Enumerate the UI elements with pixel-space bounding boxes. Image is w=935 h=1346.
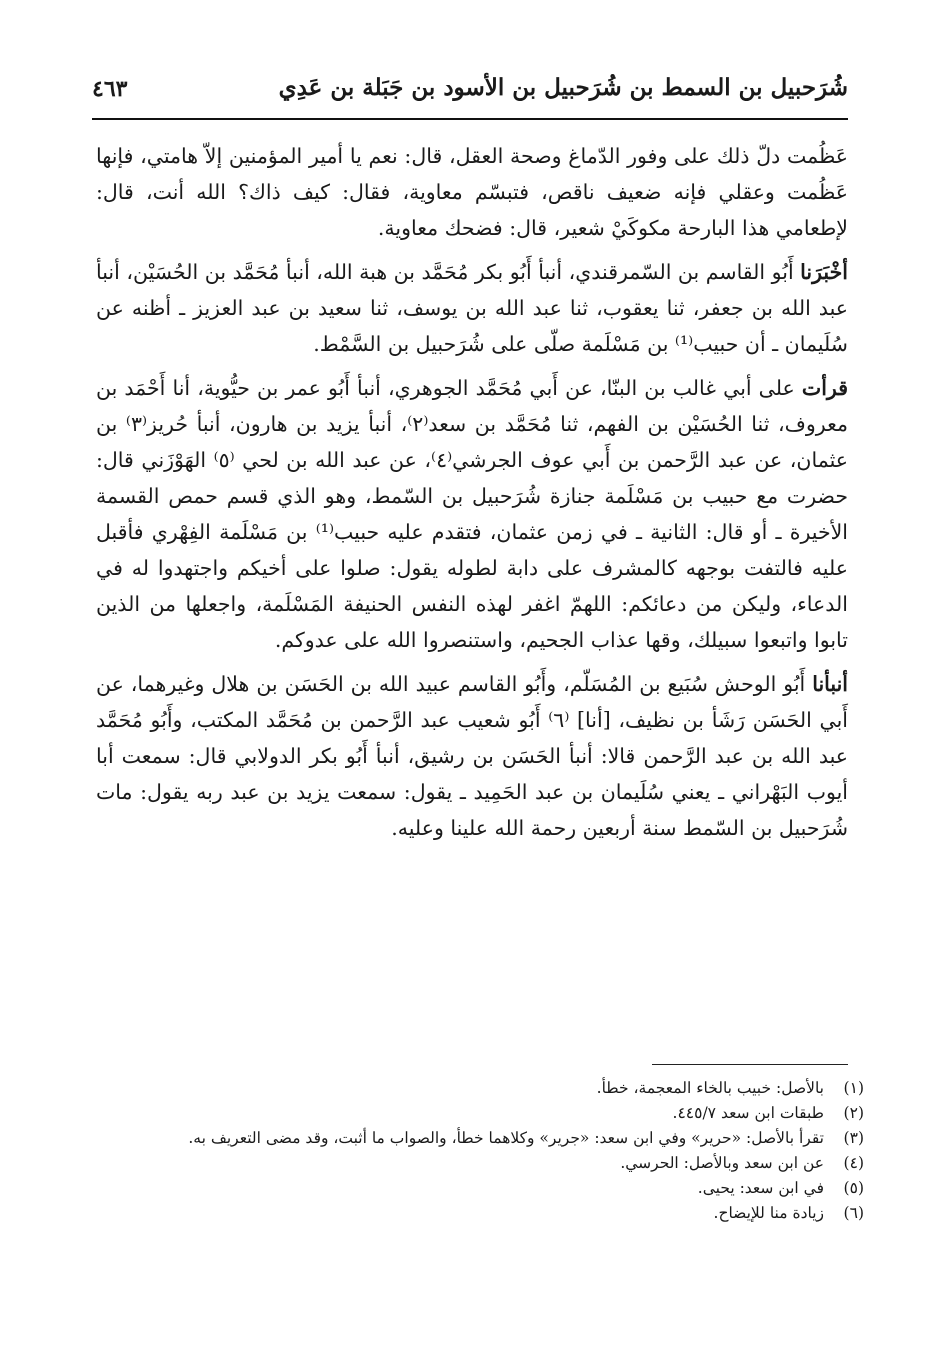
footnote-number: (٥) <box>843 1179 864 1197</box>
paragraph-lead: قرأت <box>801 376 848 400</box>
footnote-number: (٣) <box>843 1129 864 1147</box>
paragraph-text: عَظُمت دلّ ذلك على وفور الدّماغ وصحة العقل، قال: نعم يا أمير المؤمنين إلاّ هامتي، فإنها عَظُمت وعقلي فإنه ضعيف ناقص، فتبسّم معاوية، فقال: كيف ذاك؟ الله أنت، قال: لإطعامي هذا البارحة مكوكَيْ شعير، قال: فضحك معاوية. <box>96 144 848 240</box>
running-title: شُرَحبيل بن السمط بن شُرَحبيل بن الأسود بن جَبَلة بن عَدِي <box>278 74 848 101</box>
footnote-text: عن ابن سعد وبالأصل: الحرسي. <box>620 1154 824 1172</box>
page-header <box>92 68 848 120</box>
paragraph-lead: أنبأنا <box>812 672 848 696</box>
page-number: ٤٦٣ <box>92 76 128 102</box>
paragraph-text: على أبي غالب بن البنّا، عن أَبي مُحَمَّد الجوهري، أنبأ أَبُو عمر بن حيُّوية، أنا أَحْمَد بن معروف، ثنا الحُسَيْن بن الفهم، ثنا مُحَمَّد بن سعد⁽٢⁾، أنبأ يزيد بن هارون، أنبأ حُريز⁽٣⁾ بن عثمان، عن عبد الرَّحمن بن أَبي عوف الجرشي⁽٤⁾، عن عبد الله بن لحي ⁽٥⁾ الهَوْزَني قال: حضرت مع حبيب بن مَسْلَمة جنازة شُرَحبيل بن السّمط، وهو الذي قسم حمص القسمة الأخيرة ـ أو قال: الثانية ـ في زمن عثمان، فتقدم عليه حبيب⁽¹⁾ بن مَسْلَمة الفِهْري فأقبل عليه فالتفت بوجهه كالمشرف على دابة لطوله يقول: صلوا على أخيكم واجتهدوا له في الدعاء، وليكن من دعائكم: اللهمّ اغفر لهذه النفس الحنيفة المَسْلَمة، واجعلها من الذين تابوا واتبعوا سبيلك، وقها عذاب الجحيم، واستنصروا الله على عدوكم. <box>96 376 849 652</box>
paragraph-2 <box>96 254 848 362</box>
footnote-2 <box>100 1101 864 1126</box>
footnote-number: (٤) <box>843 1154 864 1172</box>
footnote-text: تقرأ بالأصل: «حرير» وفي ابن سعد: «جرير» وكلاهما خطأ، والصواب ما أثبت، وقد مضى التعريف به. <box>188 1129 824 1147</box>
footnote-3 <box>100 1126 864 1151</box>
footnote-number: (٦) <box>843 1204 864 1222</box>
footnote-separator <box>652 1064 848 1065</box>
footnote-5 <box>100 1176 864 1201</box>
footnote-text: زيادة منا للإيضاح. <box>713 1204 824 1222</box>
paragraph-1 <box>96 138 848 246</box>
footnote-text: طبقات ابن سعد ٤٤٥/٧. <box>672 1104 824 1122</box>
footnote-text: في ابن سعد: يحيى. <box>697 1179 824 1197</box>
paragraph-3 <box>96 370 848 658</box>
paragraph-4 <box>96 666 848 846</box>
footnote-text: بالأصل: خبيب بالخاء المعجمة، خطأ. <box>596 1079 824 1097</box>
footnote-number: (١) <box>843 1079 864 1097</box>
footnote-number: (٢) <box>843 1104 864 1122</box>
footnote-6 <box>100 1201 864 1226</box>
paragraph-lead: أخْبَرَنا <box>800 260 848 284</box>
main-text <box>96 138 848 854</box>
footnotes <box>100 1076 864 1226</box>
paragraph-text: أَبُو القاسم بن السّمرقندي، أنبأ أَبُو بكر مُحَمَّد بن هبة الله، أنبأ مُحَمَّد بن الحُسَيْن، أنبأ عبد الله بن جعفر، ثنا يعقوب، ثنا عبد الله بن يوسف، ثنا سعيد بن عبد العزيز ـ أظنه عن سُلَيمان ـ أن حبيب⁽¹⁾ بن مَسْلَمة صلّى على شُرَحبيل بن السَّمْط. <box>96 260 848 356</box>
paragraph-text: أَبُو الوحش سُبَيع بن المُسَلّم، وأَبُو القاسم عبيد الله بن الحَسَن بن هلال وغيرهما، عن أَبي الحَسَن رَشَأ بن نظيف، [أنا] ⁽٦⁾ أَبُو شعيب عبد الرَّحمن بن مُحَمَّد المكتب، وأَبُو مُحَمَّد عبد الله بن عبد الرَّحمن قالا: أنبأ الحَسَن بن رشيق، أنبأ أَبُو بكر الدولابي قال: سمعت أبا أيوب البَهْراني ـ يعني سُلَيمان بن عبد الحَمِيد ـ يقول: سمعت يزيد بن عبد ربه يقول: مات شُرَحبيل بن السّمط سنة أربعين رحمة الله علينا وعليه. <box>96 672 849 840</box>
footnote-1 <box>100 1076 864 1101</box>
footnote-4 <box>100 1151 864 1176</box>
